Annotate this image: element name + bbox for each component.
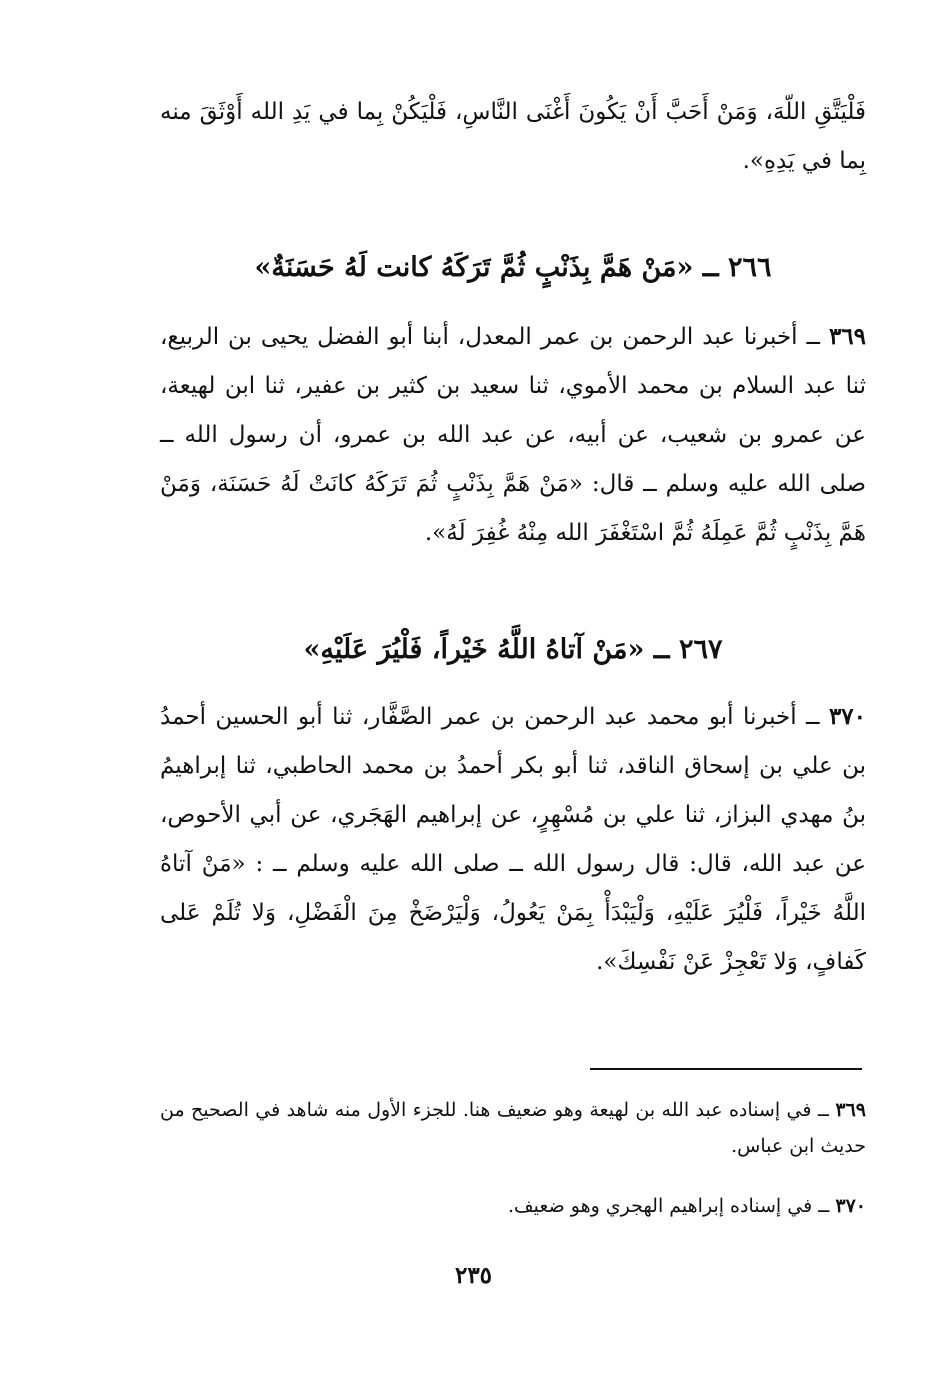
- hadith-370-paragraph: [160, 692, 866, 987]
- continuation-paragraph: فَلْيَتَّقِ اللّهَ، وَمَنْ أَحَبَّ أَنْ يَكُونَ أَغْنَى النَّاسِ، فَلْيَكُنْ بِما في يَدِ الله أَوْثَقَ منه بِما في يَدِهِ».: [160, 99, 866, 174]
- section-heading-266: [160, 248, 866, 288]
- footnote-dash: ــ: [811, 1099, 836, 1121]
- section-title: «مَنْ آتاهُ اللَّهُ خَيْراً، فَلْيُرَ عَلَيْهِ»: [303, 634, 645, 665]
- hadith-dash: ــ: [796, 704, 829, 730]
- footnote-number: ٣٦٩: [835, 1099, 867, 1121]
- hadith-number: ٣٦٩: [828, 323, 866, 350]
- hadith-number: ٣٧٠: [828, 703, 866, 730]
- page-number: ٢٣٥: [454, 1262, 493, 1289]
- footnote-text: في إسناده إبراهيم الهجري وهو ضعيف.: [507, 1195, 813, 1217]
- section-number: ٢٦٦: [728, 252, 772, 283]
- hadith-369-paragraph: [160, 312, 866, 558]
- footnote-369: [160, 1092, 866, 1164]
- section-title: «مَنْ هَمَّ بِذَنْبٍ ثُمَّ تَرَكَهُ كانت لَهُ حَسَنَةٌ»: [254, 252, 694, 283]
- footnote-number: ٣٧٠: [835, 1195, 866, 1217]
- hadith-dash: ــ: [797, 324, 829, 350]
- hadith-text: أخبرنا عبد الرحمن بن عمر المعدل، أبنا أبو الفضل يحيى بن الربيع، ثنا عبد السلام بن محمد الأموي، ثنا سعيد بن كثير بن عفير، ثنا ابن لهيعة، عن عمرو بن شعيب، عن أبيه، عن عبد الله بن عمرو، أن رسول الله ــ صلى الله عليه وسلم ــ قال: «مَنْ هَمَّ بِذَنْبٍ ثُمَ تَرَكَهُ كانَتْ لَهُ حَسَنَة، وَمَنْ هَمَّ بِذَنْبٍ ثُمَّ عَمِلَهُ ثُمَّ اسْتَغْفَرَ الله مِنْهُ غُفِرَ لَهُ».: [160, 324, 866, 546]
- footnote-370: [160, 1188, 866, 1224]
- section-number: ٢٦٧: [678, 634, 723, 665]
- hadith-text: أخبرنا أبو محمد عبد الرحمن بن عمر الصَّفَّار، ثنا أبو الحسين أحمدُ بن علي بن إسحاق الناقد، ثنا أبو بكر أحمدُ بن محمد الحاطبي، ثنا إبراهيمُ بنُ مهدي البزاز، ثنا علي بن مُسْهِرٍ، عن إبراهيم الهَجَري، عن أبي الأحوص، عن عبد الله، قال: قال رسول الله ــ صلى الله عليه وسلم ــ : «مَنْ آتاهُ اللَّهُ خَيْراً، فَلْيُرَ عَلَيْهِ، وَلْيَبْدَأْ بِمَنْ يَعُولُ، وَلْيَرْضَخْ مِنَ الْفَضْلِ، وَلا تُلَمْ عَلى كَفافٍ، وَلا تَعْجِزْ عَنْ نَفْسِكَ».: [160, 704, 866, 975]
- footnote-divider: [590, 1068, 862, 1070]
- footnote-text: في إسناده عبد الله بن لهيعة وهو ضعيف هنا. للجزء الأول منه شاهد في الصحيح من حديث ابن عباس.: [160, 1099, 866, 1157]
- section-dash: ــ: [644, 634, 679, 665]
- section-dash: ــ: [693, 252, 729, 283]
- footnote-dash: ــ: [812, 1195, 836, 1217]
- section-heading-267: [160, 630, 866, 670]
